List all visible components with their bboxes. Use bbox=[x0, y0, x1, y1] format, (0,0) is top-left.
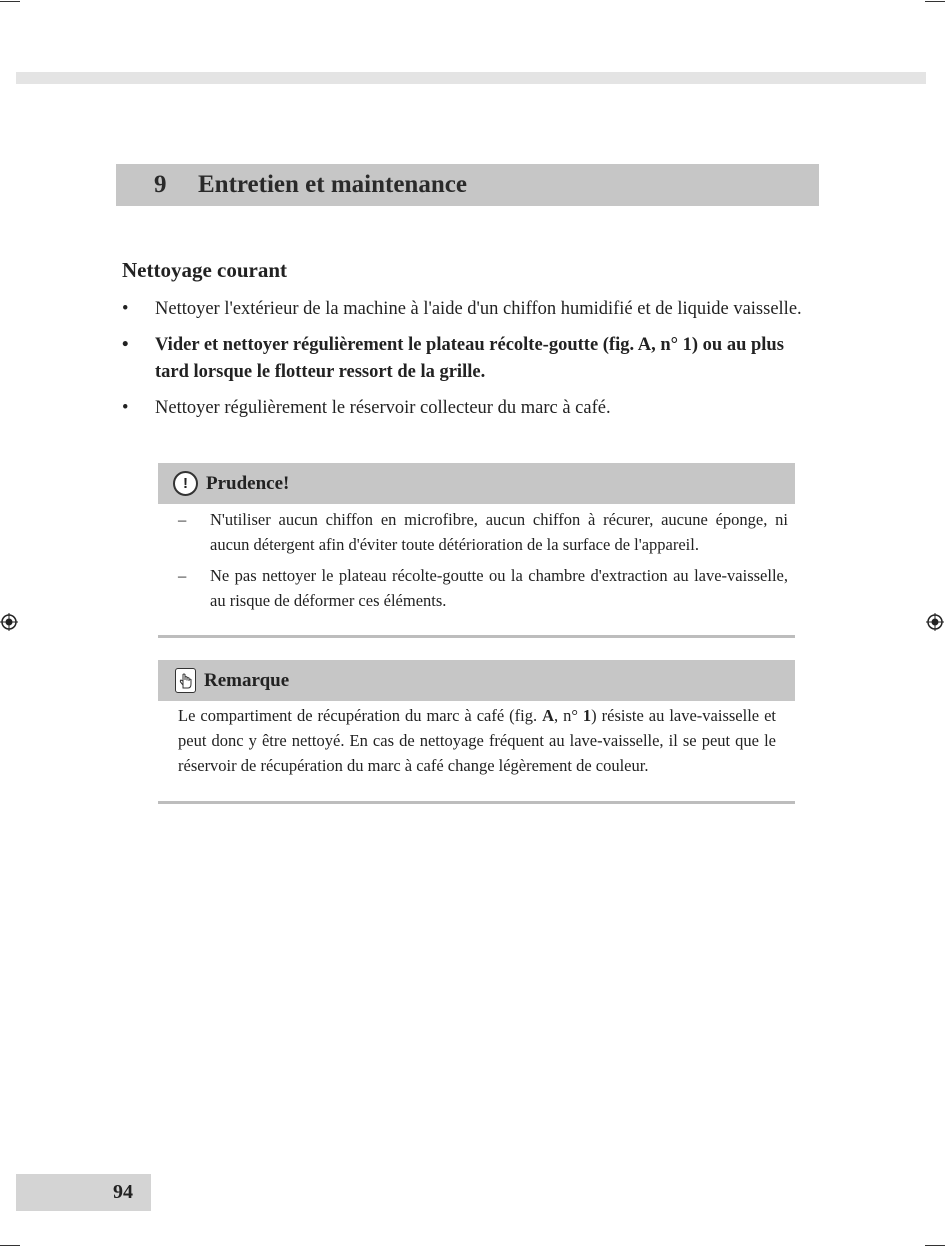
page-number-box bbox=[16, 1174, 151, 1211]
exclamation-circle-icon: ! bbox=[173, 471, 198, 496]
list-item-text: Nettoyer régulièrement le réservoir collecteur du marc à café. bbox=[155, 398, 611, 418]
list-item bbox=[178, 507, 788, 557]
list-item-text: N'utiliser aucun chiffon en microfibre, aucun chiffon à récurer, aucune éponge, ni aucun détergent afin d'éviter toute détérioration de la surface de l'appareil. bbox=[210, 510, 788, 554]
bullet-marker: • bbox=[122, 398, 129, 418]
list-item bbox=[122, 296, 822, 323]
top-band bbox=[16, 72, 926, 84]
figure-reference: A bbox=[542, 706, 554, 725]
note-header bbox=[158, 660, 795, 701]
registration-mark-icon bbox=[926, 613, 944, 631]
registration-mark-icon bbox=[0, 613, 18, 631]
dash-marker: – bbox=[178, 566, 187, 585]
chapter-heading bbox=[116, 164, 819, 206]
section-heading: Nettoyage courant bbox=[122, 258, 288, 282]
bullet-marker: • bbox=[122, 335, 129, 355]
caution-divider bbox=[158, 635, 795, 638]
page-number: 94 bbox=[113, 1181, 133, 1203]
caution-list bbox=[178, 507, 788, 619]
list-item bbox=[122, 395, 822, 422]
pointing-hand-icon bbox=[175, 668, 196, 693]
dash-marker: – bbox=[178, 510, 187, 529]
list-item-text: Vider et nettoyer régulièrement le plateau récolte-goutte (fig. A, n° 1) ou au plus tard lorsque le flotteur ressort de la grille. bbox=[155, 335, 784, 382]
bullet-list bbox=[122, 296, 822, 431]
note-label: Remarque bbox=[204, 669, 290, 691]
crop-mark bbox=[0, 1, 20, 2]
note-text-part: , n° bbox=[553, 706, 583, 725]
chapter-title: Entretien et maintenance bbox=[198, 171, 467, 198]
bullet-marker: • bbox=[122, 299, 129, 319]
caution-label: Prudence! bbox=[206, 472, 290, 494]
note-text-part: ) résiste au lave-vaisselle et peut donc y être nettoyé. En cas de nettoyage fréquent au lave-vaisselle, il se peut que le réservoir de récupération du marc à café change légèrement de couleur. bbox=[178, 706, 776, 775]
note-divider bbox=[158, 801, 795, 804]
list-item-text: Nettoyer l'extérieur de la machine à l'aide d'un chiffon humidifié et de liquide vaisselle. bbox=[155, 299, 802, 319]
chapter-number: 9 bbox=[154, 171, 167, 198]
list-item bbox=[178, 563, 788, 613]
list-item-text: Ne pas nettoyer le plateau récolte-goutte ou la chambre d'extraction au lave-vaisselle, au risque de déformer ces éléments. bbox=[210, 566, 788, 610]
item-reference: 1 bbox=[582, 706, 592, 725]
caution-header bbox=[158, 463, 795, 504]
list-item bbox=[122, 332, 822, 386]
crop-mark bbox=[925, 1, 945, 2]
crop-mark bbox=[0, 1245, 20, 1246]
crop-mark bbox=[925, 1245, 945, 1246]
note-text-part: Le compartiment de récupération du marc à café (fig. bbox=[178, 706, 543, 725]
note-text bbox=[178, 703, 776, 778]
